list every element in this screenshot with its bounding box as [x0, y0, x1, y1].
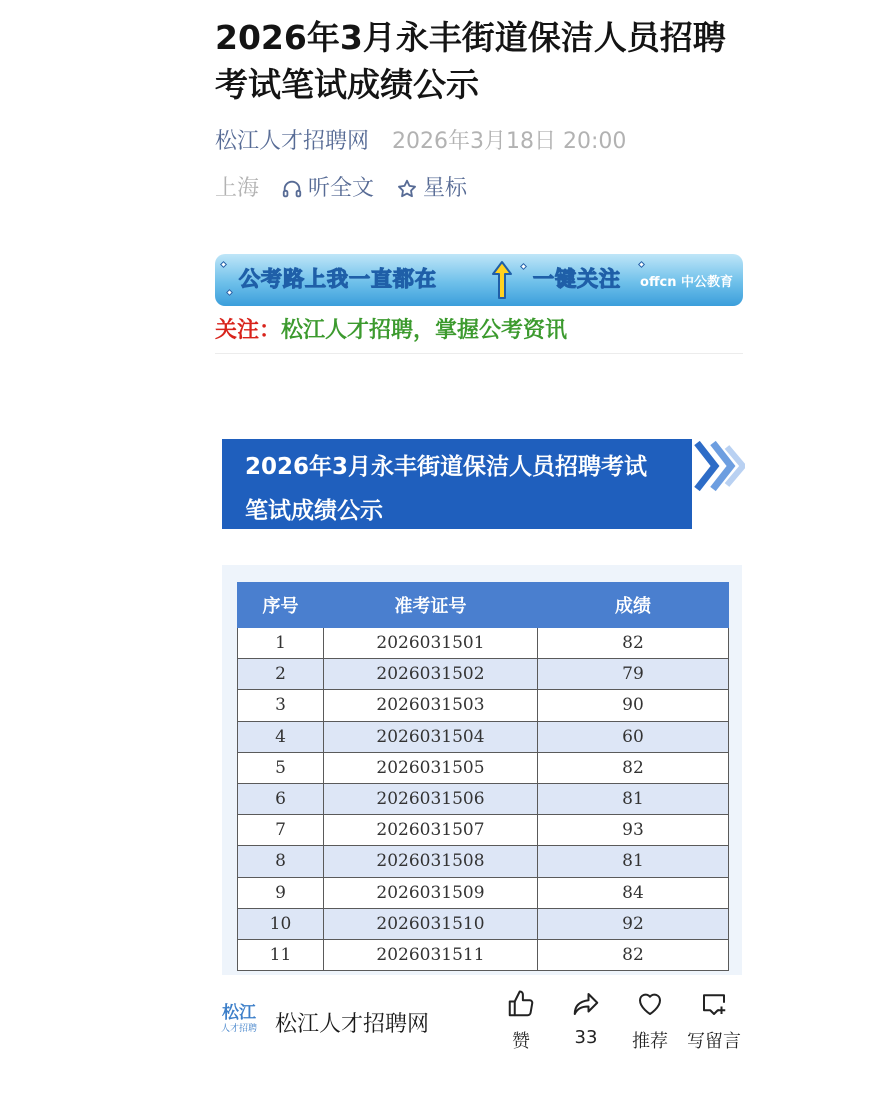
cell-index: 11 [238, 939, 324, 970]
section-title-box [222, 439, 692, 529]
cell-score: 60 [538, 721, 729, 752]
bottom-bar [0, 975, 896, 1093]
cell-index: 2 [238, 659, 324, 690]
cell-score: 82 [538, 628, 729, 659]
sparkle-icon [638, 261, 645, 268]
score-table [237, 582, 729, 971]
table-row [238, 877, 729, 908]
meta-row [215, 128, 626, 156]
table-row [238, 908, 729, 939]
listen-button[interactable] [281, 175, 374, 203]
like-button[interactable] [502, 989, 540, 1053]
heart-icon [635, 989, 665, 1019]
table-row [238, 815, 729, 846]
share-button[interactable] [566, 989, 606, 1048]
comment-button[interactable] [684, 989, 744, 1053]
cell-score: 93 [538, 815, 729, 846]
cell-ticket-number: 2026031510 [324, 908, 538, 939]
cell-score: 79 [538, 659, 729, 690]
table-row [238, 690, 729, 721]
sparkle-icon [220, 261, 227, 268]
section-title: 2026年3月永丰街道保洁人员招聘考试笔试成绩公示 [245, 454, 648, 524]
table-row [238, 659, 729, 690]
column-header-ticket: 准考证号 [324, 583, 538, 628]
follow-line [215, 316, 567, 346]
recommend-label: 推荐 [632, 1031, 668, 1052]
account-logo[interactable] [218, 1003, 260, 1035]
chevron-right-icon [693, 439, 745, 493]
account-name[interactable]: 松江人才招聘网 [275, 1012, 430, 1037]
cell-score: 81 [538, 846, 729, 877]
cell-index: 1 [238, 628, 324, 659]
banner-logo: offcn 中公教育 [640, 275, 733, 290]
publish-time: 2026年3月18日 20:00 [392, 129, 627, 154]
like-label: 赞 [512, 1031, 530, 1052]
table-row [238, 846, 729, 877]
thumbs-up-icon [506, 989, 536, 1019]
cell-score: 81 [538, 783, 729, 814]
cell-index: 4 [238, 721, 324, 752]
cell-ticket-number: 2026031503 [324, 690, 538, 721]
banner-follow-text: 一键关注 [533, 267, 621, 291]
meta-actions [215, 175, 467, 203]
cell-ticket-number: 2026031507 [324, 815, 538, 846]
cell-index: 10 [238, 908, 324, 939]
account-logo-text: 松江 [222, 1003, 256, 1023]
follow-text: 松江人才招聘，掌握公考资讯 [281, 318, 568, 343]
cell-index: 6 [238, 783, 324, 814]
cell-ticket-number: 2026031506 [324, 783, 538, 814]
cell-index: 9 [238, 877, 324, 908]
follow-banner[interactable] [215, 254, 743, 306]
comment-icon [699, 989, 729, 1019]
cell-score: 90 [538, 690, 729, 721]
headphones-icon [281, 178, 303, 200]
cell-ticket-number: 2026031501 [324, 628, 538, 659]
listen-label: 听全文 [308, 176, 375, 201]
cell-score: 82 [538, 752, 729, 783]
cell-index: 7 [238, 815, 324, 846]
share-count: 33 [574, 1027, 598, 1048]
source-link[interactable]: 松江人才招聘网 [215, 129, 370, 154]
banner-slogan: 公考路上我一直都在 [239, 267, 437, 291]
cell-score: 82 [538, 939, 729, 970]
column-header-score: 成绩 [538, 583, 729, 628]
star-button[interactable] [396, 175, 467, 203]
cell-index: 5 [238, 752, 324, 783]
cell-ticket-number: 2026031505 [324, 752, 538, 783]
cell-score: 92 [538, 908, 729, 939]
follow-label: 关注： [215, 318, 282, 343]
table-row [238, 628, 729, 659]
cell-index: 8 [238, 846, 324, 877]
table-row [238, 721, 729, 752]
table-header-row [238, 583, 729, 628]
cell-ticket-number: 2026031504 [324, 721, 538, 752]
recommend-button[interactable] [628, 989, 672, 1053]
divider [215, 353, 743, 354]
sparkle-icon [520, 263, 527, 270]
table-row [238, 783, 729, 814]
star-icon [396, 178, 418, 200]
table-row [238, 939, 729, 970]
arrow-up-icon [491, 260, 513, 300]
column-header-index: 序号 [238, 583, 324, 628]
cell-index: 3 [238, 690, 324, 721]
sparkle-icon [226, 289, 233, 296]
cell-ticket-number: 2026031508 [324, 846, 538, 877]
share-icon [571, 989, 601, 1019]
table-row [238, 752, 729, 783]
cell-score: 84 [538, 877, 729, 908]
score-table-container [222, 565, 742, 975]
cell-ticket-number: 2026031502 [324, 659, 538, 690]
cell-ticket-number: 2026031511 [324, 939, 538, 970]
location-label: 上海 [215, 176, 260, 201]
star-label: 星标 [423, 176, 468, 201]
page-title: 2026年3月永丰街道保洁人员招聘考试笔试成绩公示 [215, 18, 726, 104]
cell-ticket-number: 2026031509 [324, 877, 538, 908]
account-logo-subtext: 人才招聘 [220, 1024, 257, 1034]
comment-label: 写留言 [687, 1031, 741, 1052]
